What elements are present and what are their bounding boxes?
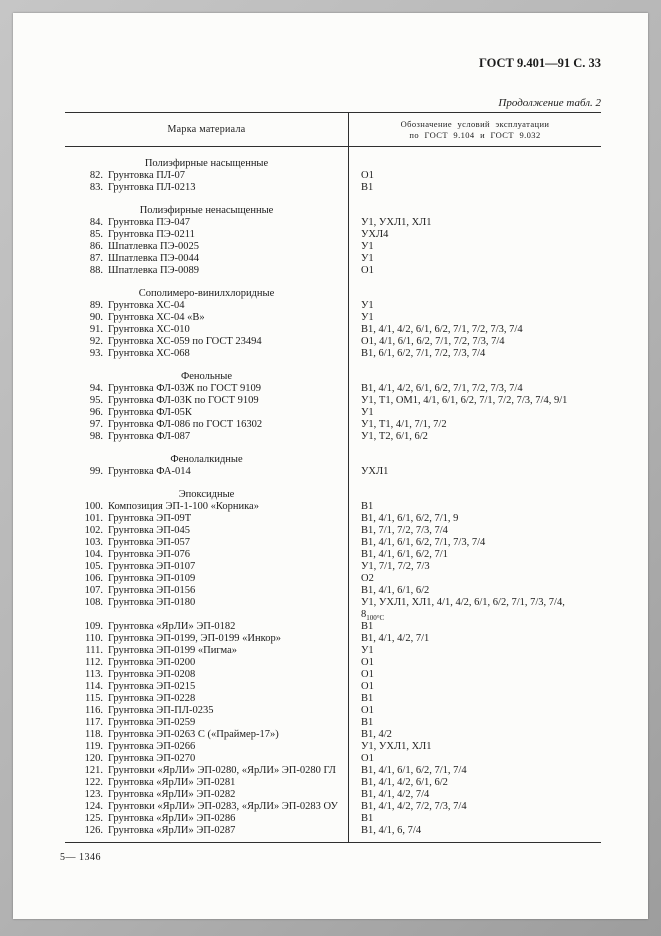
section-row <box>65 360 601 383</box>
table-row <box>65 633 601 645</box>
section-title: Сополимеро-винилхлоридные <box>65 277 349 300</box>
material-name: Грунтовка ЭП-0180 <box>108 597 196 608</box>
table-row <box>65 693 601 705</box>
material-cell <box>65 431 349 443</box>
conditions-cell: У1 <box>361 300 374 311</box>
material-cell <box>65 693 349 705</box>
material-name: Грунтовка ЭП-0199 «Пигма» <box>108 645 238 656</box>
section-spacer <box>349 478 602 501</box>
material-name: Грунтовка «ЯрЛИ» ЭП-0287 <box>108 825 236 836</box>
section-title: Эпоксидные <box>65 478 349 501</box>
material-cell <box>65 753 349 765</box>
material-name: Грунтовка ПЛ-07 <box>108 170 185 181</box>
material-name: Грунтовка ФЛ-05К <box>108 407 192 418</box>
material-cell <box>65 801 349 813</box>
material-cell <box>65 395 349 407</box>
table-row <box>65 229 601 241</box>
material-cell <box>65 597 349 621</box>
col-header-conditions-line1: Обозначение условий эксплуатации <box>400 118 550 129</box>
material-name: Грунтовки «ЯрЛИ» ЭП-0280, «ЯрЛИ» ЭП-0280 ГЛ <box>108 765 336 776</box>
table-row <box>65 573 601 585</box>
row-number: 112. <box>85 657 103 668</box>
section-spacer <box>349 147 602 171</box>
row-number: 109. <box>84 621 103 632</box>
material-cell <box>65 717 349 729</box>
conditions-cell: У1, 7/1, 7/2, 7/3 <box>361 561 430 572</box>
material-name: Грунтовка ЭП-076 <box>108 549 191 560</box>
table-row <box>65 217 601 229</box>
material-cell <box>65 825 349 843</box>
conditions-cell: В1, 4/1, 4/2, 6/1, 6/2 <box>361 777 448 788</box>
conditions-cell: В1, 4/1, 6/1, 6/2, 7/1, 9 <box>361 513 459 524</box>
section-title: Фенольные <box>65 360 349 383</box>
row-number: 104. <box>84 549 103 560</box>
conditions-cell: У1, Т1, 4/1, 7/1, 7/2 <box>361 419 447 430</box>
table-row <box>65 241 601 253</box>
table-row <box>65 765 601 777</box>
conditions-cell: В1, 4/1, 6/1, 6/2 <box>361 585 430 596</box>
conditions-cell: О1, 4/1, 6/1, 6/2, 7/1, 7/2, 7/3, 7/4 <box>361 336 505 347</box>
row-number: 119. <box>85 741 103 752</box>
conditions-cell: О1 <box>361 657 374 668</box>
conditions-cell: О1 <box>361 681 374 692</box>
material-cell <box>65 170 349 182</box>
conditions-cell: В1, 4/1, 6/1, 6/2, 7/1, 7/4 <box>361 765 467 776</box>
material-cell <box>65 265 349 277</box>
conditions-cell: УХЛ1 <box>361 466 389 477</box>
material-cell <box>65 741 349 753</box>
material-name: Грунтовка «ЯрЛИ» ЭП-0281 <box>108 777 236 788</box>
col-header-conditions <box>349 113 602 147</box>
table-row <box>65 753 601 765</box>
material-name: Грунтовка ФЛ-087 <box>108 431 191 442</box>
page-footer: 5— 1346 <box>60 852 101 863</box>
page-header: ГОСТ 9.401—91 С. 33 <box>478 56 601 70</box>
material-cell <box>65 241 349 253</box>
material-name: Грунтовка ЭП-0228 <box>108 693 196 704</box>
material-name: Грунтовка ХС-04 «В» <box>108 312 205 323</box>
table-row <box>65 801 601 813</box>
table-row <box>65 265 601 277</box>
material-name: Грунтовка ЭП-0208 <box>108 669 196 680</box>
row-number: 113. <box>85 669 103 680</box>
material-name: Грунтовка ЭП-0259 <box>108 717 196 728</box>
section-title: Полиэфирные насыщенные <box>65 147 349 171</box>
material-cell <box>65 501 349 513</box>
conditions-cell: В1, 4/1, 4/2, 7/2, 7/3, 7/4 <box>361 801 467 812</box>
material-name: Грунтовка ЭП-0200 <box>108 657 196 668</box>
material-cell <box>65 525 349 537</box>
table-row <box>65 253 601 265</box>
row-number: 118. <box>85 729 103 740</box>
conditions-cell: В1 <box>361 717 374 728</box>
scanned-page <box>13 13 648 919</box>
material-name: Шпатлевка ПЭ-0044 <box>108 253 200 264</box>
row-number: 88. <box>89 265 103 276</box>
material-name: Грунтовки «ЯрЛИ» ЭП-0283, «ЯрЛИ» ЭП-0283 ОУ <box>108 801 338 812</box>
material-name: Грунтовка ЭП-045 <box>108 525 191 536</box>
row-number: 87. <box>89 253 103 264</box>
conditions-cell: В1 <box>361 182 374 193</box>
material-name: Грунтовка ПЭ-047 <box>108 217 191 228</box>
conditions-cell: В1, 4/1, 6, 7/4 <box>361 825 422 836</box>
row-number: 102. <box>84 525 103 536</box>
header-row <box>65 113 601 147</box>
material-name: Грунтовка ХС-010 <box>108 324 190 335</box>
material-name: Грунтовка «ЯрЛИ» ЭП-0282 <box>108 789 236 800</box>
table-row <box>65 419 601 431</box>
row-number: 82. <box>89 170 103 181</box>
material-name: Композиция ЭП-1-100 «Корника» <box>108 501 259 512</box>
material-cell <box>65 217 349 229</box>
row-number: 96. <box>89 407 103 418</box>
material-cell <box>65 645 349 657</box>
table-row <box>65 395 601 407</box>
table-row <box>65 585 601 597</box>
conditions-cell: В1, 4/2 <box>361 729 392 740</box>
material-cell <box>65 585 349 597</box>
material-name: Грунтовка ЭП-0109 <box>108 573 196 584</box>
material-cell <box>65 312 349 324</box>
row-number: 83. <box>89 182 103 193</box>
conditions-cell: У1 <box>361 407 374 418</box>
col-header-conditions-line2: по ГОСТ 9.104 и ГОСТ 9.032 <box>409 129 541 140</box>
row-number: 115. <box>85 693 103 704</box>
table-row <box>65 383 601 395</box>
table-row <box>65 549 601 561</box>
table-row <box>65 525 601 537</box>
row-number: 117. <box>85 717 103 728</box>
table-row <box>65 513 601 525</box>
row-number: 92. <box>89 336 103 347</box>
row-number: 99. <box>89 466 103 477</box>
row-number: 126. <box>84 825 103 836</box>
material-name: Грунтовка ЭП-0263 С («Праймер-17») <box>108 729 279 740</box>
material-cell <box>65 621 349 633</box>
material-cell <box>65 513 349 525</box>
table-row <box>65 182 601 194</box>
conditions-cell: В1 <box>361 501 374 512</box>
conditions-cell: У1, УХЛ1, ХЛ1, 4/1, 4/2, 6/1, 6/2, 7/1, 7/3, 7/4, $8_{100^\circ С}$ <box>349 597 602 621</box>
row-number: 97. <box>89 419 103 430</box>
material-name: Грунтовка ФЛ-03Ж по ГОСТ 9109 <box>108 383 261 394</box>
section-spacer <box>349 194 602 217</box>
conditions-cell: У1, УХЛ1, ХЛ1 <box>361 741 432 752</box>
material-cell <box>65 324 349 336</box>
row-number: 103. <box>84 537 103 548</box>
section-spacer <box>349 360 602 383</box>
conditions-cell: В1, 7/1, 7/2, 7/3, 7/4 <box>361 525 448 536</box>
row-number: 121. <box>84 765 103 776</box>
material-name: Шпатлевка ПЭ-0089 <box>108 265 200 276</box>
section-spacer <box>349 277 602 300</box>
table-row <box>65 813 601 825</box>
row-number: 90. <box>89 312 103 323</box>
table-row <box>65 741 601 753</box>
table-row <box>65 170 601 182</box>
material-cell <box>65 383 349 395</box>
material-cell <box>65 681 349 693</box>
conditions-cell: В1, 4/1, 4/2, 7/4 <box>361 789 430 800</box>
table-row <box>65 705 601 717</box>
material-name: Грунтовка ЭП-0266 <box>108 741 196 752</box>
material-name: Грунтовка ЭП-0156 <box>108 585 196 596</box>
row-number: 91. <box>89 324 103 335</box>
row-number: 101. <box>84 513 103 524</box>
material-cell <box>65 182 349 194</box>
conditions-cell: УХЛ4 <box>361 229 389 240</box>
material-name: Грунтовка ХС-059 по ГОСТ 23494 <box>108 336 262 347</box>
conditions-cell: В1, 4/1, 6/1, 6/2, 7/1 <box>361 549 448 560</box>
conditions-cell: У1, УХЛ1, ХЛ1 <box>361 217 432 228</box>
row-number: 107. <box>84 585 103 596</box>
material-name: Грунтовка «ЯрЛИ» ЭП-0286 <box>108 813 236 824</box>
conditions-cell: О1 <box>361 170 374 181</box>
section-row <box>65 194 601 217</box>
material-cell <box>65 765 349 777</box>
table-row <box>65 348 601 360</box>
row-number: 85. <box>89 229 103 240</box>
material-cell <box>65 348 349 360</box>
conditions-cell: В1 <box>361 621 374 632</box>
material-name: Грунтовка ЭП-0107 <box>108 561 196 572</box>
conditions-cell: У1, Т2, 6/1, 6/2 <box>361 431 428 442</box>
material-name: Грунтовка ХС-04 <box>108 300 185 311</box>
material-cell <box>65 537 349 549</box>
material-cell <box>65 253 349 265</box>
row-number: 94. <box>89 383 103 394</box>
row-number: 110. <box>85 633 103 644</box>
section-row <box>65 478 601 501</box>
table-row <box>65 300 601 312</box>
table-row <box>65 407 601 419</box>
conditions-cell: В1, 4/1, 4/2, 6/1, 6/2, 7/1, 7/2, 7/3, 7/4 <box>361 383 523 394</box>
section-spacer <box>349 443 602 466</box>
material-name: Грунтовка ФЛ-03К по ГОСТ 9109 <box>108 395 259 406</box>
table-row <box>65 669 601 681</box>
table-row <box>65 825 601 843</box>
material-name: Грунтовка ЭП-0199, ЭП-0199 «Инкор» <box>108 633 281 644</box>
material-name: Грунтовка ХС-068 <box>108 348 190 359</box>
material-name: Грунтовка ЭП-0215 <box>108 681 196 692</box>
row-number: 89. <box>89 300 103 311</box>
row-number: 100. <box>84 501 103 512</box>
row-number: 116. <box>85 705 103 716</box>
row-number: 93. <box>89 348 103 359</box>
section-title: Полиэфирные ненасыщенные <box>65 194 349 217</box>
section-row <box>65 147 601 171</box>
material-cell <box>65 813 349 825</box>
table-row <box>65 431 601 443</box>
conditions-cell: У1 <box>361 241 374 252</box>
material-cell <box>65 229 349 241</box>
table-row <box>65 681 601 693</box>
material-cell <box>65 561 349 573</box>
table-body <box>65 147 601 843</box>
row-number: 120. <box>84 753 103 764</box>
row-number: 124. <box>84 801 103 812</box>
row-number: 98. <box>89 431 103 442</box>
row-number: 125. <box>84 813 103 824</box>
conditions-cell: У1 <box>361 253 374 264</box>
table-row <box>65 324 601 336</box>
materials-table <box>65 112 601 843</box>
material-cell <box>65 729 349 741</box>
table-caption: Продолжение табл. 2 <box>498 97 601 109</box>
material-cell <box>65 633 349 645</box>
conditions-cell: О1 <box>361 669 374 680</box>
row-number: 111. <box>85 645 103 656</box>
material-name: Грунтовка ФЛ-086 по ГОСТ 16302 <box>108 419 263 430</box>
row-number: 105. <box>84 561 103 572</box>
conditions-cell: В1, 4/1, 6/1, 6/2, 7/1, 7/3, 7/4 <box>361 537 486 548</box>
table-row <box>65 621 601 633</box>
conditions-cell: У1 <box>361 312 374 323</box>
table-row <box>65 561 601 573</box>
conditions-cell: В1 <box>361 813 374 824</box>
row-number: 86. <box>89 241 103 252</box>
value-subscript: 100°С <box>366 614 385 623</box>
material-cell <box>65 549 349 561</box>
conditions-cell: О1 <box>361 753 374 764</box>
conditions-wrap-line: $8_{100^\circ С}$ <box>361 609 385 623</box>
conditions-cell: У1, Т1, ОМ1, 4/1, 6/1, 6/2, 7/1, 7/2, 7/3, 7/4, 9/1 <box>361 395 568 406</box>
material-name: Грунтовка ФА-014 <box>108 466 191 477</box>
table-row <box>65 501 601 513</box>
table-row <box>65 657 601 669</box>
row-number: 108. <box>84 597 103 608</box>
table-row <box>65 336 601 348</box>
row-number: 106. <box>84 573 103 584</box>
table-row <box>65 645 601 657</box>
section-row <box>65 277 601 300</box>
section-title: Фенолалкидные <box>65 443 349 466</box>
material-cell <box>65 419 349 431</box>
material-name: Шпатлевка ПЭ-0025 <box>108 241 200 252</box>
material-name: Грунтовка ЭП-057 <box>108 537 191 548</box>
conditions-cell: В1, 6/1, 6/2, 7/1, 7/2, 7/3, 7/4 <box>361 348 486 359</box>
material-name: Грунтовка «ЯрЛИ» ЭП-0182 <box>108 621 236 632</box>
material-cell <box>65 777 349 789</box>
conditions-cell: В1, 4/1, 4/2, 6/1, 6/2, 7/1, 7/2, 7/3, 7/4 <box>361 324 523 335</box>
material-name: Грунтовка ПЭ-0211 <box>108 229 195 240</box>
table-row <box>65 789 601 801</box>
row-number: 84. <box>89 217 103 228</box>
table-row <box>65 537 601 549</box>
row-number: 114. <box>85 681 103 692</box>
material-cell <box>65 789 349 801</box>
section-row <box>65 443 601 466</box>
table-row <box>65 597 601 621</box>
table-row <box>65 717 601 729</box>
col-header-material: Марка материала <box>65 113 349 147</box>
material-name: Грунтовка ПЛ-0213 <box>108 182 196 193</box>
table-row <box>65 777 601 789</box>
conditions-cell: В1, 4/1, 4/2, 7/1 <box>361 633 430 644</box>
conditions-cell: О1 <box>361 265 374 276</box>
conditions-cell: О2 <box>361 573 374 584</box>
row-number: 123. <box>84 789 103 800</box>
row-number: 95. <box>89 395 103 406</box>
conditions-cell: У1 <box>361 645 374 656</box>
material-cell <box>65 669 349 681</box>
material-cell <box>65 407 349 419</box>
conditions-cell: О1 <box>361 705 374 716</box>
table-row <box>65 312 601 324</box>
table-head <box>65 113 601 147</box>
material-cell <box>65 300 349 312</box>
table-row <box>65 729 601 741</box>
material-cell <box>65 573 349 585</box>
conditions-cell: В1 <box>361 693 374 704</box>
table-row <box>65 466 601 478</box>
material-cell <box>65 705 349 717</box>
material-name: Грунтовка ЭП-0270 <box>108 753 196 764</box>
material-cell <box>65 657 349 669</box>
material-name: Грунтовка ЭП-ПЛ-0235 <box>108 705 214 716</box>
material-name: Грунтовка ЭП-09Т <box>108 513 192 524</box>
material-cell <box>65 466 349 478</box>
row-number: 122. <box>84 777 103 788</box>
material-cell <box>65 336 349 348</box>
